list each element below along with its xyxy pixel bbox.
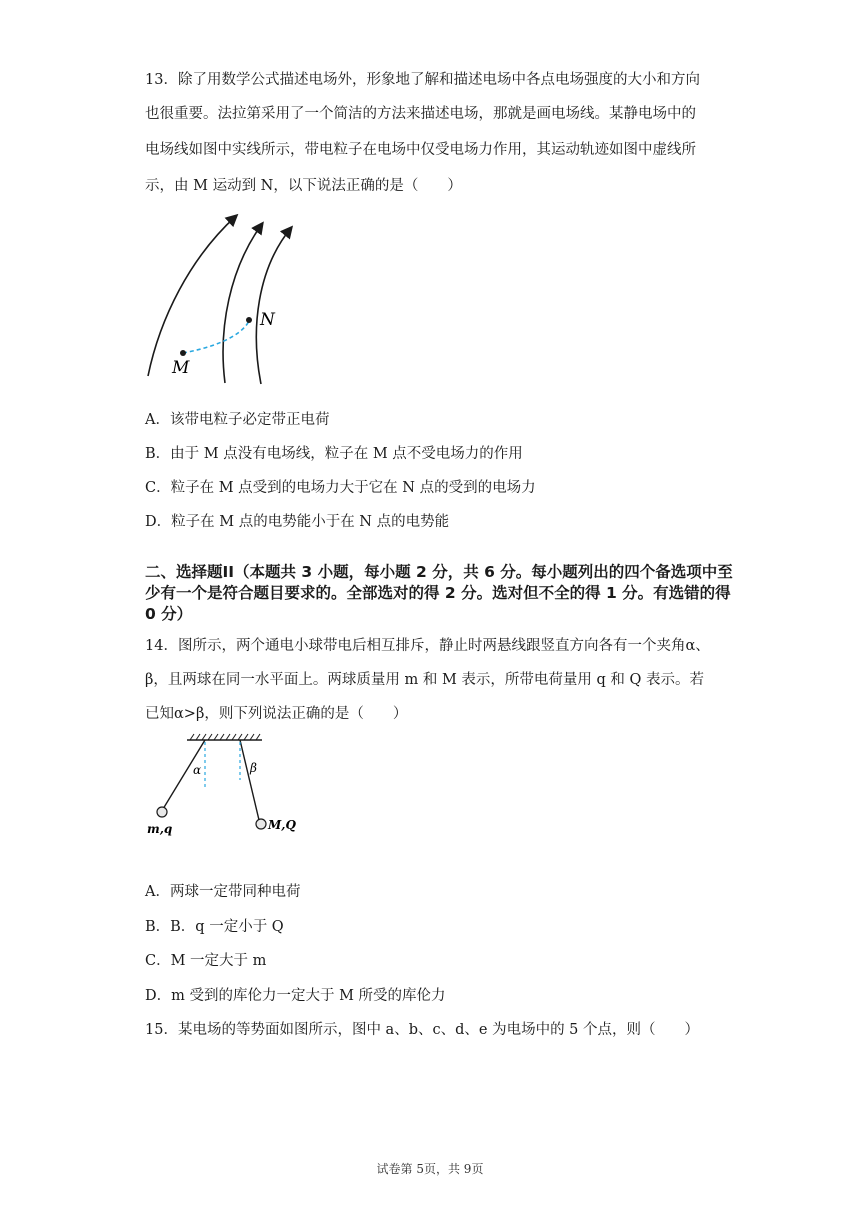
page-footer: 试卷第 5页，共 9页 — [376, 1162, 484, 1176]
q14-option-a: A．两球一定带同种电荷 — [145, 884, 301, 900]
q13-option-b: B．由于 M 点没有电场线，粒子在 M 点不受电场力的作用 — [145, 446, 523, 462]
point-m — [180, 350, 186, 356]
right-string — [240, 740, 259, 820]
section-2-heading: 二、选择题II（本题共 3 小题，每小题 2 分，共 6 分。每小题列出的四个备选项中至少有一个是符合题目要求的。全部选对的得 2 分。选对但不全的得 1 分。有选错的得 0 分） — [145, 563, 733, 623]
q14-line-1: 14．图所示，两个通电小球带电后相互排斥，静止时两悬线跟竖直方向各有一个夹角α、 — [145, 638, 710, 654]
trajectory — [183, 321, 249, 353]
label-mq: m,q — [147, 822, 173, 836]
label-MQ: M,Q — [268, 818, 296, 832]
ceiling-hatch — [190, 734, 260, 740]
q13-option-a: A．该带电粒子必定带正电荷 — [145, 412, 330, 428]
label-beta: β — [250, 761, 257, 775]
q13-line-1: 13．除了用数学公式描述电场外，形象地了解和描述电场中各点电场强度的大小和方向 — [145, 72, 700, 88]
label-n: N — [260, 310, 275, 330]
q14-line-3: 已知α>β，则下列说法正确的是（ ） — [145, 706, 408, 722]
q14-line-2: β，且两球在同一水平面上。两球质量用 m 和 M 表示，所带电荷量用 q 和 Q 表示。若 — [145, 672, 705, 688]
q13-line-4: 示，由 M 运动到 N，以下说法正确的是（ ） — [145, 178, 462, 194]
q15-line-1: 15．某电场的等势面如图所示，图中 a、b、c、d、e 为电场中的 5 个点，则（ ） — [145, 1022, 700, 1038]
q13-figure — [140, 208, 320, 388]
label-alpha: α — [193, 763, 202, 777]
q13-option-d: D．粒子在 M 点的电势能小于在 N 点的电势能 — [145, 514, 450, 530]
q14-option-c: C．M 一定大于 m — [145, 953, 267, 969]
q13-line-3: 电场线如图中实线所示，带电粒子在电场中仅受电场力作用，其运动轨迹如图中虚线所 — [145, 142, 696, 158]
field-line-2 — [223, 224, 262, 383]
q14-figure — [140, 732, 310, 842]
q14-option-d: D．m 受到的库伦力一定大于 M 所受的库伦力 — [145, 988, 446, 1004]
ball-right — [256, 819, 266, 829]
point-n — [246, 317, 252, 323]
label-m: M — [172, 358, 190, 378]
ball-left — [157, 807, 167, 817]
q13-option-c: C．粒子在 M 点受到的电场力大于它在 N 点的受到的电场力 — [145, 480, 536, 496]
field-line-3 — [256, 228, 291, 384]
q14-option-b: B．B．q 一定小于 Q — [145, 919, 284, 935]
q13-line-2: 也很重要。法拉第采用了一个简洁的方法来描述电场，那就是画电场线。某静电场中的 — [145, 106, 696, 122]
